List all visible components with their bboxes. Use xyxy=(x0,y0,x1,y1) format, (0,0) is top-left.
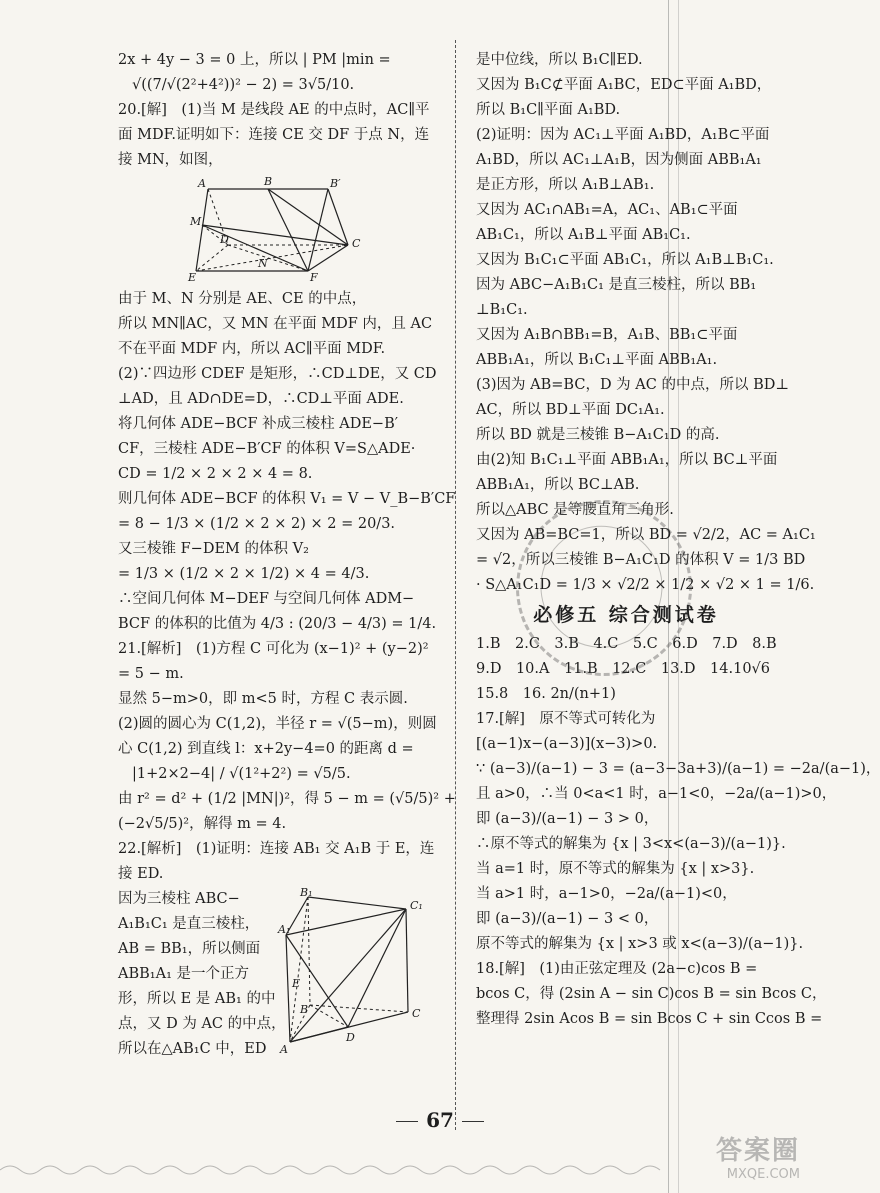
text-line: AB = BB₁，所以侧面 xyxy=(118,941,261,957)
text-line: |1+2×2−4| / √(1²+2²) = √5/5. xyxy=(132,766,351,782)
text-line: 又因为 A₁B∩BB₁=B，A₁B、BB₁⊂平面 xyxy=(476,327,738,343)
text-line: = 8 − 1/3 × (1/2 × 2 × 2) × 2 = 20/3. xyxy=(118,516,396,532)
watermark-url: MXQE.COM xyxy=(726,1167,800,1182)
text-line: · S△A₁C₁D = 1/3 × √2/2 × 1/2 × √2 × 1 = 1/6. xyxy=(476,577,815,593)
text-line: 所以△ABC 是等腰直角三角形. xyxy=(476,502,674,518)
text-line: 又因为 B₁C⊄平面 A₁BC，ED⊂平面 A₁BD， xyxy=(476,77,772,93)
text-line: 又因为 B₁C₁⊂平面 AB₁C₁，所以 A₁B⊥B₁C₁. xyxy=(476,252,774,268)
text-line: 不在平面 MDF 内，所以 AC∥平面 MDF. xyxy=(118,341,386,357)
answer-line: 15.8 16. 2n/(n+1) xyxy=(476,686,616,702)
text-line: [(a−1)x−(a−3)](x−3)>0. xyxy=(476,736,658,752)
text-line: 所以 B₁C∥平面 A₁BD. xyxy=(476,102,621,118)
watermark xyxy=(660,1130,800,1190)
problem-21-heading: 21.[解析] (1)方程 C 可化为 (x−1)² + (y−2)² xyxy=(118,641,429,657)
text-line: ∴空间几何体 M−DEF 与空间几何体 ADM− xyxy=(118,591,415,607)
answer-line: 1.B 2.C 3.B 4.C 5.C 6.D 7.D 8.B xyxy=(476,636,777,652)
text-line: 接 MN，如图， xyxy=(118,152,223,168)
text-line: 显然 5−m>0，即 m<5 时，方程 C 表示圆. xyxy=(118,691,408,707)
text-line: ⊥AD，且 AD∩DE=D，∴CD⊥平面 ADE. xyxy=(118,391,404,407)
text-line: bcos C，得 (2sin A − sin C)cos B = sin Bcos C， xyxy=(476,986,827,1002)
figure-prism-1 xyxy=(118,175,436,285)
label-B: B xyxy=(300,1003,309,1016)
text-line: 由于 M、N 分别是 AE、CE 的中点， xyxy=(118,291,367,307)
label-D: D xyxy=(346,1031,355,1044)
text-line: (2)证明：因为 AC₁⊥平面 A₁BD，A₁B⊂平面 xyxy=(476,127,770,143)
text-line: 由(2)知 B₁C₁⊥平面 ABB₁A₁，所以 BC⊥平面 xyxy=(476,452,778,468)
text-line: A₁B₁C₁ 是直三棱柱， xyxy=(118,916,260,932)
text-line: 又因为 AB=BC=1，所以 BD = √2/2，AC = A₁C₁ xyxy=(476,527,816,543)
text-line: 整理得 2sin Acos B = sin Bcos C + sin Ccos B = xyxy=(476,1011,823,1027)
text-line: (2)∵四边形 CDEF 是矩形，∴CD⊥DE，又 CD xyxy=(118,366,437,382)
text-line: 又因为 AC₁∩AB₁=A，AC₁、AB₁⊂平面 xyxy=(476,202,738,218)
text-line: 形，所以 E 是 AB₁ 的中 xyxy=(118,991,276,1007)
text-line: 是正方形，所以 A₁B⊥AB₁. xyxy=(476,177,655,193)
label-E: E xyxy=(292,977,301,990)
text-line: 2x + 4y − 3 = 0 上，所以 | PM |min = xyxy=(118,52,391,68)
text-line: 当 a=1 时，原不等式的解集为 {x | x>3}. xyxy=(476,861,755,877)
text-line: 由 r² = d² + (1/2 |MN|)²，得 5 − m = (√5/5)² + xyxy=(118,791,456,807)
figure-side-text xyxy=(118,887,286,1062)
text-line: 面 MDF.证明如下：连接 CE 交 DF 于点 N，连 xyxy=(118,127,430,143)
text-line: ∴原不等式的解集为 {x | 3<x<(a−3)/(a−1)}. xyxy=(476,836,786,852)
text-line: 将几何体 ADE−BCF 补成三棱柱 ADE−B′ xyxy=(118,416,399,432)
label-A: A xyxy=(280,1043,288,1056)
text-line: 所以 MN∥AC，又 MN 在平面 MDF 内，且 AC xyxy=(118,316,433,332)
left-column xyxy=(118,48,456,1062)
text-line: 当 a>1 时，a−1>0，−2a/(a−1)<0， xyxy=(476,886,737,902)
watermark-logo: 答案圈 xyxy=(715,1136,800,1166)
text-line: AC，所以 BD⊥平面 DC₁A₁. xyxy=(476,402,665,418)
text-line: 点，又 D 为 AC 的中点， xyxy=(118,1016,286,1032)
label-C: C xyxy=(352,237,361,250)
label-D: D xyxy=(220,233,229,246)
text-line: (2)圆的圆心为 C(1,2)，半径 r = √(5−m)，则圆 xyxy=(118,716,437,732)
label-C: C xyxy=(412,1007,421,1020)
text-line: ABB₁A₁ 是一个正方 xyxy=(118,966,249,982)
text-line: ∵ (a−3)/(a−1) − 3 = (a−3−3a+3)/(a−1) = −2a/(a−1)， xyxy=(476,761,880,777)
section-title: 必修五 综合测试卷 xyxy=(533,604,719,626)
text-line: √((7/√(2²+4²))² − 2) = 3√5/10. xyxy=(132,77,355,93)
text-line: BCF 的体积的比值为 4/3 : (20/3 − 4/3) = 1/4. xyxy=(118,616,437,632)
text-line: 即 (a−3)/(a−1) − 3 > 0， xyxy=(476,811,659,827)
label-M: M xyxy=(190,215,202,228)
text-line: 则几何体 ADE−BCF 的体积 V₁ = V − V_B−B′CF xyxy=(118,491,456,507)
text-line: (3)因为 AB=BC，D 为 AC 的中点，所以 BD⊥ xyxy=(476,377,789,393)
text-line: (−2√5/5)²，解得 m = 4. xyxy=(118,816,287,832)
text-line: ⊥B₁C₁. xyxy=(476,302,528,318)
text-line: 且 a>0，∴当 0<a<1 时，a−1<0，−2a/(a−1)>0， xyxy=(476,786,837,802)
label-C1: C₁ xyxy=(410,899,423,912)
problem-18-heading: 18.[解] (1)由正弦定理及 (2a−c)cos B = xyxy=(476,961,758,977)
text-line: 心 C(1,2) 到直线 l：x+2y−4=0 的距离 d = xyxy=(118,741,414,757)
text-line: 即 (a−3)/(a−1) − 3 < 0， xyxy=(476,911,659,927)
answer-line: 9.D 10.A 11.B 12.C 13.D 14.10√6 xyxy=(476,661,771,677)
column-divider xyxy=(455,40,456,1130)
label-B1: B₁ xyxy=(300,886,313,899)
text-line: 所以在△AB₁C 中，ED xyxy=(118,1041,267,1057)
prism-diagram xyxy=(188,175,388,283)
problem-22-heading: 22.[解析] (1)证明：连接 AB₁ 交 A₁B 于 E，连 xyxy=(118,841,435,857)
label-N: N xyxy=(258,257,268,270)
label-F: F xyxy=(310,271,318,284)
text-line: CF，三棱柱 ADE−B′CF 的体积 V=S△ADE· xyxy=(118,441,416,457)
problem-17-heading: 17.[解] 原不等式可转化为 xyxy=(476,711,656,727)
text-line: ABB₁A₁，所以 BC⊥AB. xyxy=(476,477,640,493)
text-line: = 5 − m. xyxy=(118,666,184,682)
text-line: 因为 ABC−A₁B₁C₁ 是直三棱柱，所以 BB₁ xyxy=(476,277,757,293)
label-A: A xyxy=(198,177,206,190)
ink-stamp-inner xyxy=(525,510,679,664)
text-line: ABB₁A₁，所以 B₁C₁⊥平面 ABB₁A₁. xyxy=(476,352,718,368)
text-line: 是中位线，所以 B₁C∥ED. xyxy=(476,52,643,68)
text-line: = √2，所以三棱锥 B−A₁C₁D 的体积 V = 1/3 BD xyxy=(476,552,806,568)
text-line: 因为三棱柱 ABC− xyxy=(118,891,240,907)
label-B-prime: B′ xyxy=(330,177,341,190)
text-line: CD = 1/2 × 2 × 2 × 4 = 8. xyxy=(118,466,313,482)
text-line: 原不等式的解集为 {x | x>3 或 x<(a−3)/(a−1)}. xyxy=(476,936,804,952)
label-E: E xyxy=(188,271,197,284)
text-line: = 1/3 × (1/2 × 2 × 1/2) × 4 = 4/3. xyxy=(118,566,370,582)
text-line: A₁BD，所以 AC₁⊥A₁B，因为侧面 ABB₁A₁ xyxy=(476,152,762,168)
problem-20-heading: 20.[解] (1)当 M 是线段 AE 的中点时，AC∥平 xyxy=(118,102,430,118)
text-line: 接 ED. xyxy=(118,866,164,882)
text-line: 又三棱锥 F−DEM 的体积 V₂ xyxy=(118,541,309,557)
page-number: 67 xyxy=(380,1108,500,1132)
label-B: B xyxy=(264,175,273,188)
prism-diagram-2 xyxy=(278,887,428,1057)
figure-row-prism-2 xyxy=(118,887,436,1062)
text-line: 所以 BD 就是三棱锥 B−A₁C₁D 的高. xyxy=(476,427,720,443)
text-line: AB₁C₁，所以 A₁B⊥平面 AB₁C₁. xyxy=(476,227,691,243)
label-A1: A₁ xyxy=(278,923,291,936)
